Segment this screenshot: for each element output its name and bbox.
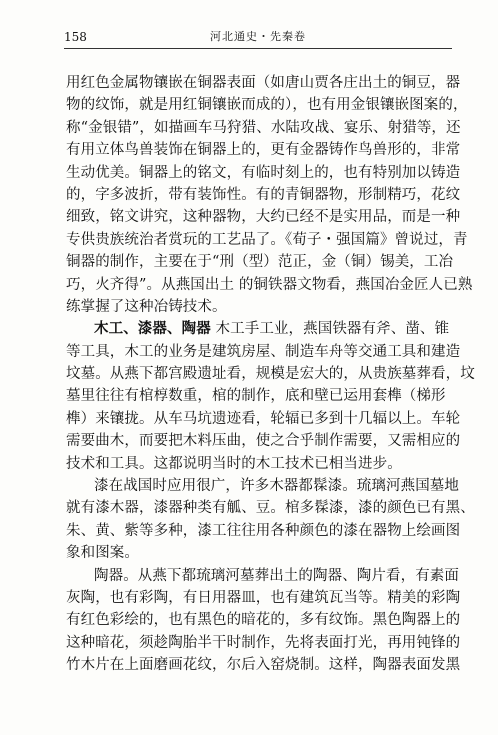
text-line bbox=[66, 542, 456, 564]
running-title: 河北通史・先秦卷 bbox=[210, 30, 306, 43]
line-text: 这种暗花，须趁陶胎半干时制作，先将表面打光，再用钝锋的 bbox=[66, 634, 461, 651]
line-text: 有用立体鸟兽装饰在铜器上的，更有金器铸作鸟兽形的，非常 bbox=[66, 142, 461, 159]
body-text bbox=[66, 72, 475, 677]
line-text: 需要曲木，而要把木料压曲，使之合乎制作需要，又需相应的 bbox=[66, 433, 461, 450]
text-line bbox=[66, 565, 459, 587]
line-text: 墓里往往有棺椁数重，棺的制作，底和壁已运用套榫（梯形 bbox=[66, 388, 446, 405]
line-text: 细致，铭文讲究，这种器物，大约已经不是实用品，而是一种 bbox=[66, 209, 461, 226]
line-text: 有红色彩绘的，也有黑色的暗花的，多有纹饰。黑色陶器上的 bbox=[66, 612, 461, 629]
text-line bbox=[66, 632, 461, 654]
text-line bbox=[66, 162, 461, 184]
line-text: 灰陶，也有彩陶，有日用器皿，也有建筑瓦当等。精美的彩陶 bbox=[66, 589, 461, 606]
line-text: 竹木片在上面磨画花纹，尔后入窑烧制。这样，陶器表面发黑 bbox=[66, 657, 461, 674]
line-text: 巧，火齐得”。从燕国出土 的铜铁器文物看，燕国冶金匠人已熟 bbox=[66, 276, 473, 293]
text-line bbox=[66, 520, 461, 542]
text-line bbox=[66, 587, 461, 609]
text-line bbox=[66, 206, 461, 228]
text-line bbox=[66, 139, 461, 161]
line-text: 朱、黄、紫等多种，漆工往往用各种颜色的漆在器物上绘画图 bbox=[66, 522, 461, 539]
line-text: 用红色金属物镶嵌在铜器表面（如唐山贾各庄出土的铜豆，器 bbox=[66, 75, 461, 91]
text-line bbox=[66, 430, 461, 452]
section-heading: 木工、漆器、陶器 bbox=[94, 320, 211, 338]
text-line bbox=[66, 609, 461, 631]
line-text: 铜器的制作，主要在于“刑（型）范正，金（铜）锡美，工冶 bbox=[66, 254, 454, 271]
line-text: 象和图案。 bbox=[66, 545, 139, 562]
text-line bbox=[66, 296, 456, 318]
line-text: 漆在战国时应用很广，许多木器都髹漆。琉璃河燕国墓地 bbox=[94, 478, 459, 495]
line-text: 称“金银错”，如描画车马狩猎、水陆攻战、宴乐、射猎等，还 bbox=[66, 119, 461, 136]
text-line bbox=[66, 184, 461, 206]
text-line bbox=[66, 229, 468, 251]
line-text: 的，字多波折，带有装饰性。有的青铜器物，形制精巧，花纹 bbox=[66, 186, 461, 203]
line-text: 技术和工具。这都说明当时的木工技术已相当进步。 bbox=[66, 455, 402, 472]
text-line bbox=[66, 341, 461, 363]
line-text: 等工具，木工的业务是建筑房屋、制造车舟等交通工具和建造 bbox=[66, 343, 461, 360]
text-line bbox=[66, 251, 456, 273]
line-text: 练掌握了这种冶铸技术。 bbox=[66, 298, 227, 315]
line-text: 物的纹饰，就是用红铜镶嵌而成的），也有用金银镶嵌图案的， bbox=[66, 97, 468, 114]
text-line bbox=[66, 453, 456, 475]
text-line bbox=[66, 475, 459, 497]
line-text: 陶器。从燕下都琉璃河墓葬出土的陶器、陶片看，有素面 bbox=[94, 567, 459, 584]
text-line bbox=[66, 94, 468, 116]
line-text: 木工手工业，燕国铁器有斧、凿、锥 bbox=[210, 321, 450, 338]
text-line bbox=[66, 318, 456, 340]
page-number: 158 bbox=[64, 30, 87, 44]
text-line bbox=[66, 385, 456, 407]
text-line bbox=[66, 274, 473, 296]
text-line bbox=[66, 408, 461, 430]
text-line bbox=[66, 363, 475, 385]
line-text: 专供贵族统治者赏玩的工艺品了。《荀子・强国篇》曾说过，青 bbox=[66, 231, 468, 248]
line-text: 坟墓。从燕下都宫殿遗址看，规模是宏大的，从贵族墓葬看，坟 bbox=[66, 366, 475, 383]
text-line bbox=[66, 72, 461, 94]
header-rule bbox=[64, 48, 452, 49]
line-text: 榫）来镶拢。从车马坑遗迹看，轮辐已多到十几辐以上。车轮 bbox=[66, 410, 461, 427]
page-header bbox=[64, 29, 452, 49]
line-text: 生动优美。铜器上的铭文，有临时刻上的，也有特别加以铸造 bbox=[66, 164, 461, 181]
text-line bbox=[66, 117, 461, 139]
text-line bbox=[66, 654, 461, 676]
line-text: 就有漆木器，漆器种类有觚、豆。棺多髹漆，漆的颜色已有黑、 bbox=[66, 500, 475, 517]
text-line bbox=[66, 497, 475, 519]
